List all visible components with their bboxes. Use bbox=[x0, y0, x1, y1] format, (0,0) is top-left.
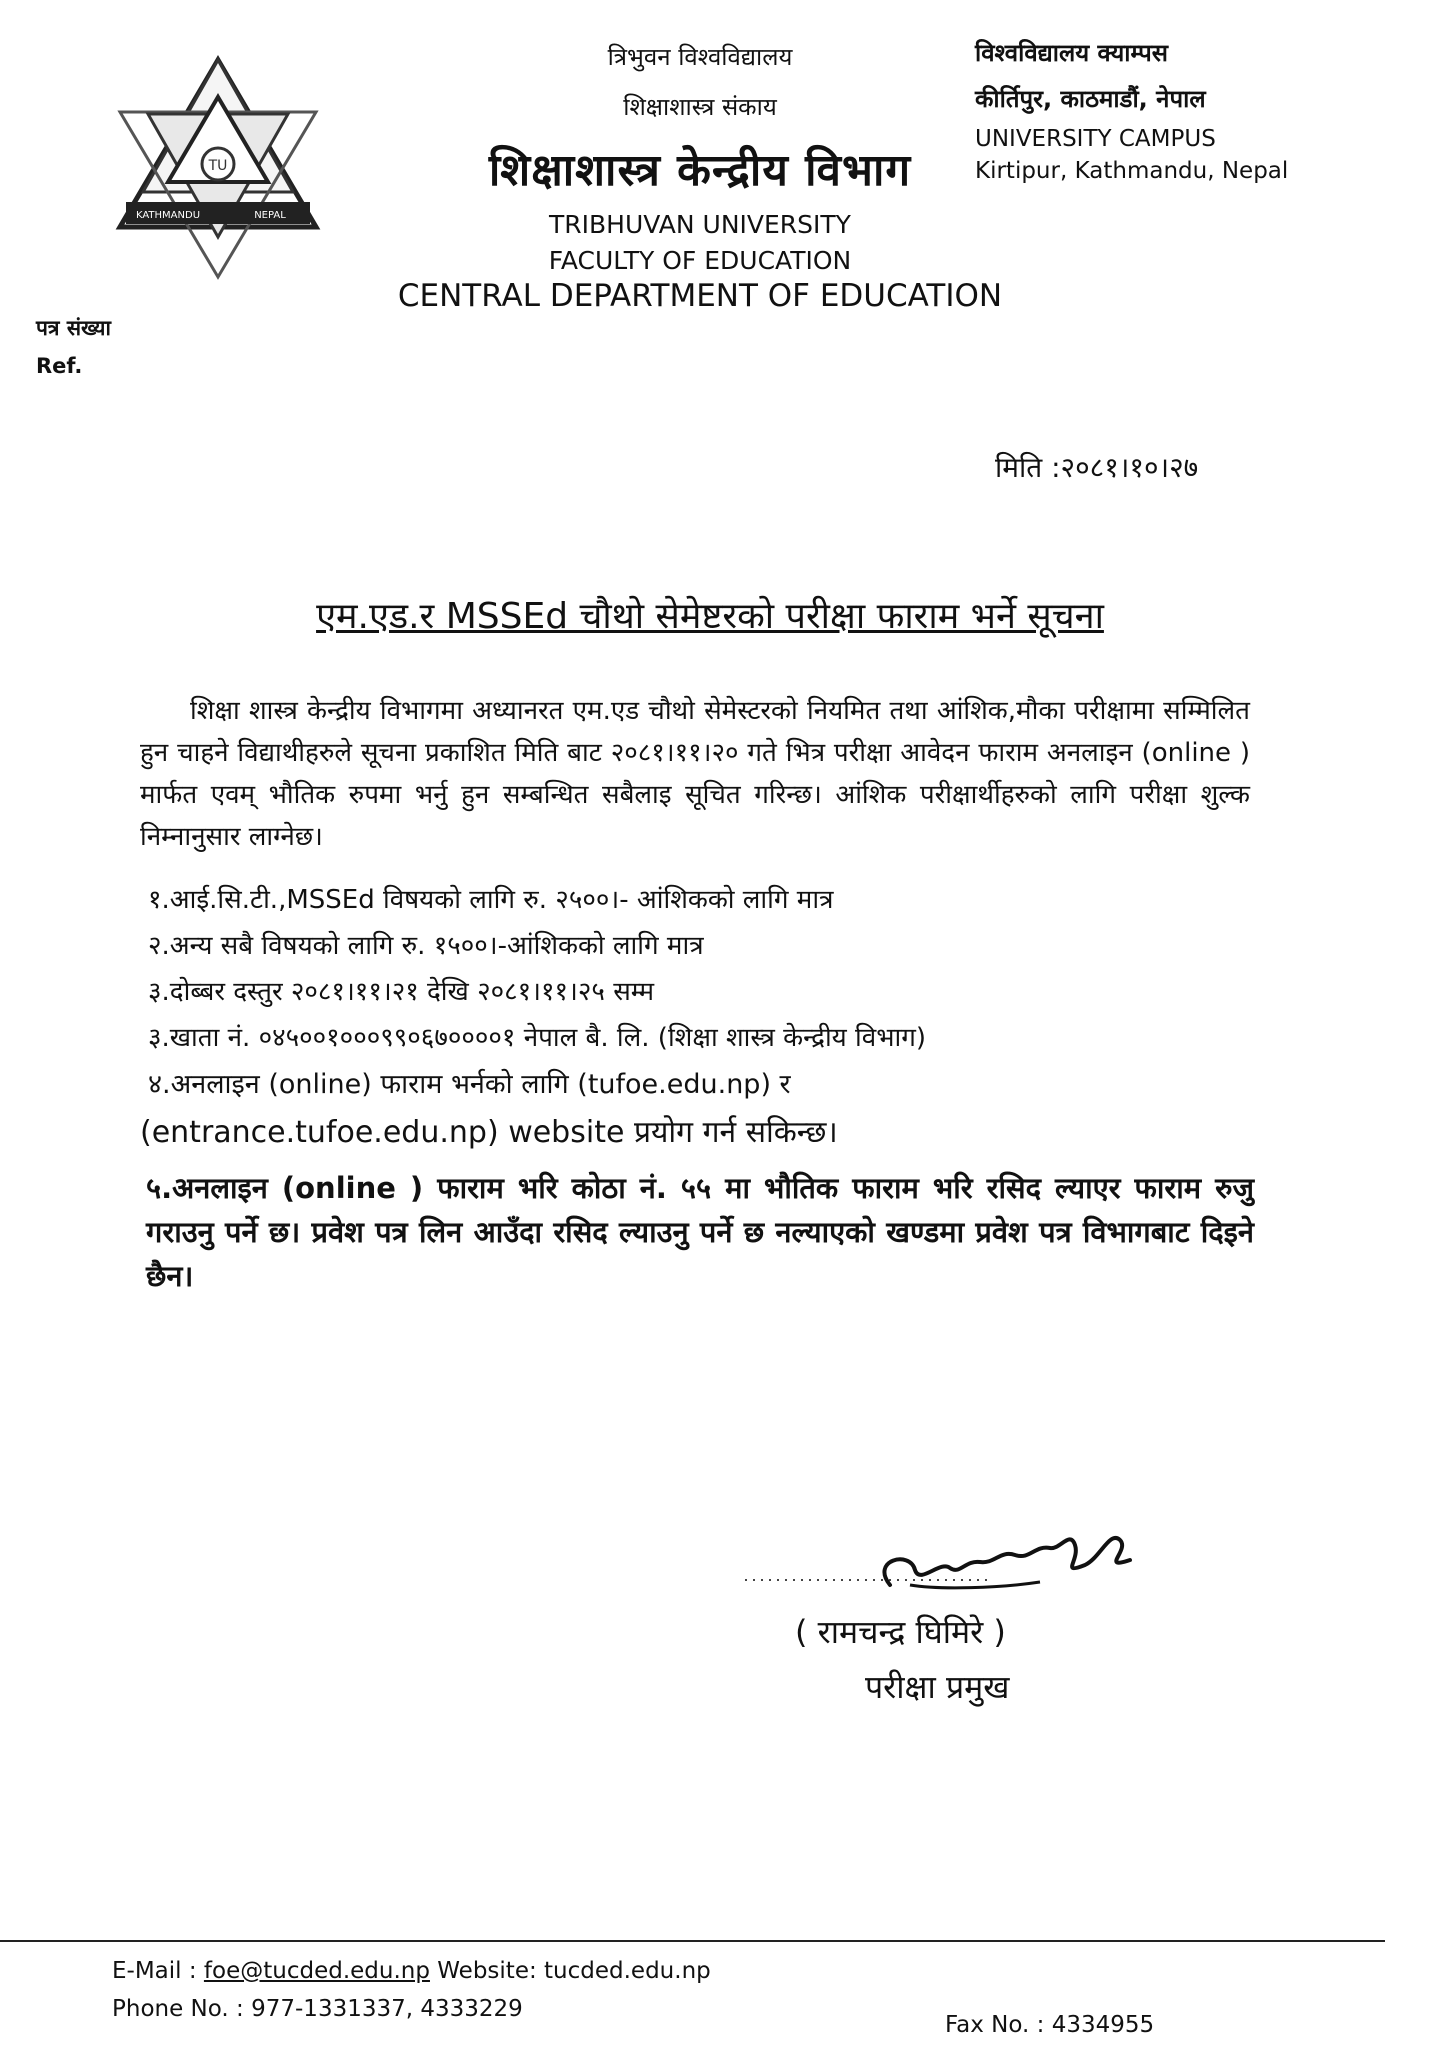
campus-name-np: विश्वविद्यालय क्याम्पस bbox=[975, 39, 1169, 67]
footer-phone: Phone No. : 977-1331337, 4333229 bbox=[112, 1996, 523, 2022]
ref-label-np: पत्र संख्या bbox=[36, 316, 111, 340]
location-en: Kirtipur, Kathmandu, Nepal bbox=[975, 158, 1289, 184]
notice-title: एम.एड.र MSSEd चौथो सेमेष्टरको परीक्षा फाराम भर्ने सूचना bbox=[316, 596, 1104, 637]
notice-date: मिति :२०८१।१०।२७ bbox=[995, 451, 1199, 484]
list-item: (entrance.tufoe.edu.np) website प्रयोग गर्न सकिन्छ। bbox=[140, 1115, 838, 1150]
email-link[interactable]: foe@tucded.edu.np bbox=[203, 1958, 430, 1984]
svg-text:NEPAL: NEPAL bbox=[254, 210, 286, 221]
handwritten-signature-icon bbox=[740, 1490, 1160, 1600]
website-text: Website: tucded.edu.np bbox=[429, 1958, 711, 1984]
instruction-paragraph: ५.अनलाइन (online ) फाराम भरि कोठा नं. ५५ मा भौतिक फाराम भरि रसिद ल्याएर फाराम रुजु गराउनु पर्ने छ। प्रवेश पत्र लिन आउँदा रसिद ल्याउनु पर्ने छ नल्याएको खण्डमा प्रवेश पत्र विभागबाट दिइने छैन। bbox=[146, 1171, 1254, 1293]
tu-emblem-icon bbox=[108, 52, 328, 282]
faculty-name-en: FACULTY OF EDUCATION bbox=[548, 246, 852, 275]
list-item: १.आई.सि.टी.,MSSEd विषयको लागि रु. २५००।- आंशिकको लागि मात्र bbox=[148, 885, 834, 915]
university-name-np: त्रिभुवन विश्वविद्यालय bbox=[607, 43, 793, 71]
department-name-np: शिक्षाशास्त्र केन्द्रीय विभाग bbox=[488, 145, 912, 196]
university-logo bbox=[108, 52, 328, 282]
footer-divider bbox=[0, 1940, 1385, 1942]
svg-text:KATHMANDU: KATHMANDU bbox=[135, 210, 201, 221]
list-item: २.अन्य सबै विषयको लागि रु. १५००।-आंशिकको लागि मात्र bbox=[148, 931, 704, 961]
list-item: ३.खाता नं. ०४५००१०००९९०६७००००१ नेपाल बै. लि. (शिक्षा शास्त्र केन्द्रीय विभाग) bbox=[148, 1023, 927, 1053]
footer-fax: Fax No. : 4334955 bbox=[945, 2012, 1155, 2038]
list-item: ४.अनलाइन (online) फाराम भर्नको लागि (tufoe.edu.np) र bbox=[148, 1069, 791, 1100]
svg-text:TU: TU bbox=[208, 158, 228, 174]
footer-contact bbox=[112, 1958, 711, 1984]
faculty-name-np: शिक्षाशास्त्र संकाय bbox=[623, 93, 777, 121]
campus-name-en: UNIVERSITY CAMPUS bbox=[975, 126, 1216, 152]
signatory-name: ( रामचन्द्र घिमिरे ) bbox=[795, 1613, 1006, 1651]
department-name-en: CENTRAL DEPARTMENT OF EDUCATION bbox=[397, 278, 1003, 314]
ref-label-en: Ref. bbox=[36, 354, 83, 378]
list-item: ३.दोब्बर दस्तुर २०८१।११।२१ देखि २०८१।११।२५ सम्म bbox=[148, 977, 655, 1007]
university-name-en: TRIBHUVAN UNIVERSITY bbox=[549, 210, 851, 239]
signatory-title: परीक्षा प्रमुख bbox=[865, 1668, 1010, 1706]
email-label: E-Mail : bbox=[112, 1958, 204, 1984]
notice-paragraph: शिक्षा शास्त्र केन्द्रीय विभागमा अध्यानरत एम.एड चौथो सेमेस्टरको नियमित तथा आंशिक,मौका परीक्षामा सम्मिलित हुन चाहने विद्याथीहरुले सूचना प्रकाशित मिति बाट २०८१।११।२० गते भित्र परीक्षा आवेदन फाराम अनलाइन (online ) मार्फत एवम् भौतिक रुपमा भर्नु हुन सम्बन्धित सबैलाइ सूचित गरिन्छ। आंशिक परीक्षार्थीहरुको लागि परीक्षा शुल्क निम्नानुसार लाग्नेछ। bbox=[140, 696, 1250, 852]
location-np: कीर्तिपुर, काठमाडौं, नेपाल bbox=[975, 85, 1206, 113]
signature-mark bbox=[740, 1490, 1160, 1600]
